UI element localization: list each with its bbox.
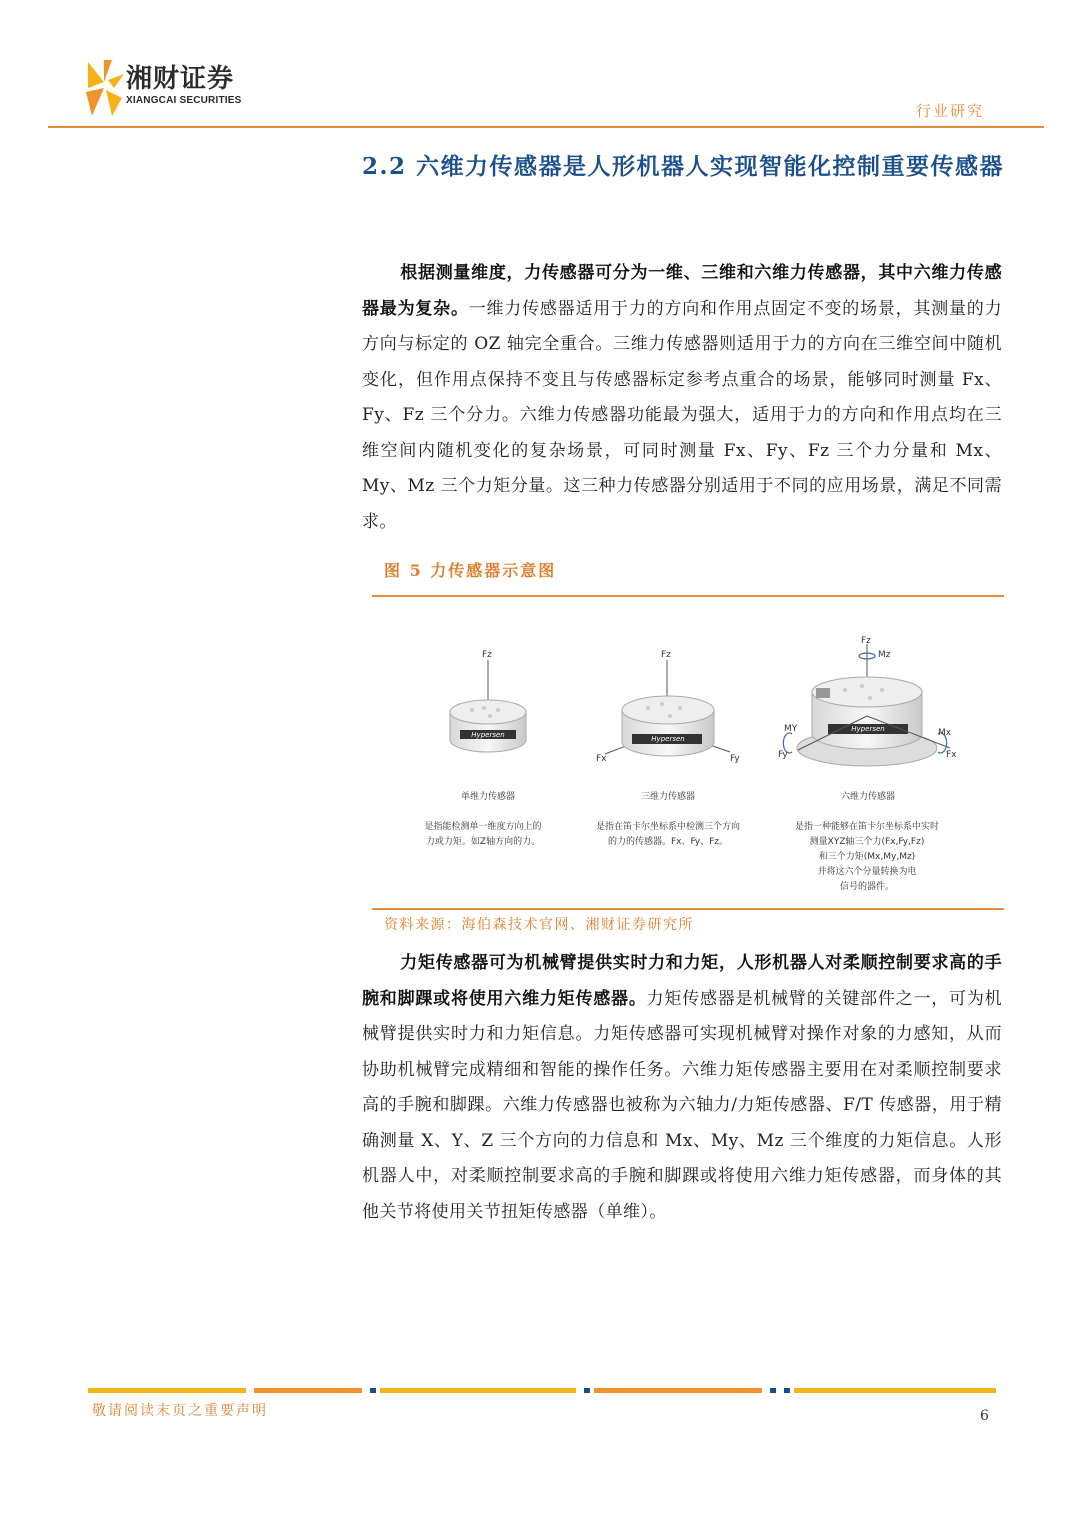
brand-label: Hypersen <box>471 731 505 739</box>
paragraph-body: 一维力传感器适用于力的方向和作用点固定不变的场景，其测量的力方向与标定的 OZ 轴完全重合。三维力传感器则适用于力的方向在三维空间中随机变化，但作用点保持不变且与传感器标定参考点重合的场景，能够同时测量 Fx、Fy、Fz 三个分力。六维力传感器功能最为强大，适用于力的方向和作用点均在三维空间内随机变化的复杂场景，可同时测量 Fx、Fy、Fz 三个力分量和 Mx、My、Mz 三个力矩分量。这三种力传感器分别适用于不同的应用场景，满足不同需求。 <box>362 298 1002 532</box>
axis-label: Fx <box>946 750 957 760</box>
sensor-description: 是指一种能够在笛卡尔坐标系中实时 测量XYZ轴三个力(Fx,Fy,Fz) 和三个力矩(Mx,My,Mz) 并将这六个分量转换为电 信号的器件。 <box>794 822 939 892</box>
footer-divider <box>88 1388 996 1394</box>
axis-label: Fz <box>661 650 671 660</box>
xiangcai-logo-icon <box>82 58 124 118</box>
axis-label: Fz <box>482 650 492 660</box>
axis-label: Mz <box>878 650 891 660</box>
brand-label: Hypersen <box>651 735 685 743</box>
footer-disclaimer: 敬请阅读末页之重要声明 <box>92 1403 268 1419</box>
paragraph-torque-sensor <box>362 946 1002 1230</box>
paragraph-body: 力矩传感器是机械臂的关键部件之一，可为机械臂提供实时力和力矩信息。力矩传感器可实现机械臂对操作对象的力感知，从而协助机械臂完成精细和智能的操作任务。六维力矩传感器主要用在对柔顺控制要求高的手腕和脚踝。六维力传感器也被称为六轴力/力矩传感器、F/T 传感器，用于精确测量 X、Y、Z 三个方向的力信息和 Mx、My、Mz 三个维度的力矩信息。人形机器人中，对柔顺控制要求高的手腕和脚踝或将使用六维力矩传感器，而身体的其他关节将使用关节扭矩传感器（单维）。 <box>362 988 1003 1222</box>
logo-text-cn: 湘财证券 <box>126 64 235 94</box>
page-number: 6 <box>980 1408 989 1424</box>
axis-label: Fx <box>596 754 607 764</box>
axis-label: Fy <box>778 750 788 760</box>
paragraph-lead-bold: 根据测量维度，力传感器可分为一维、三维和六维力传感器，其中六维力传感器最为复杂。 <box>362 263 1002 319</box>
header-divider <box>48 126 1044 128</box>
figure-source: 资料来源：海伯森技术官网、湘财证券研究所 <box>384 917 694 933</box>
axis-label: Fy <box>730 754 740 764</box>
six-axis-sensor-icon <box>783 644 950 766</box>
brand-label: Hypersen <box>851 725 885 733</box>
axis-label: MY <box>784 724 798 734</box>
logo-text-en: XIANGCAI SECURITIES <box>126 95 242 106</box>
figure-top-rule <box>372 595 1004 597</box>
axis-label: Mx <box>938 728 952 738</box>
sensor-description: 是指在笛卡尔坐标系中检测三个方向 的力的传感器。Fx、Fy、Fz。 <box>595 822 740 847</box>
sensor-name: 单维力传感器 <box>460 792 515 802</box>
sensor-name: 六维力传感器 <box>840 792 895 802</box>
paragraph-lead-bold: 力矩传感器可为机械臂提供实时力和力矩，人形机器人对柔顺控制要求高的手腕和脚踝或将使用六维力矩传感器。 <box>362 953 1002 1009</box>
axis-label: Fz <box>861 636 871 646</box>
force-sensor-figure <box>400 630 980 900</box>
paragraph-force-sensor-types <box>362 256 1002 540</box>
sensor-name: 三维力传感器 <box>640 792 695 802</box>
report-category: 行业研究 <box>915 102 984 120</box>
sensor-description: 是指能检测单一维度方向上的 力或力矩。如Z轴方向的力。 <box>424 822 542 847</box>
section-heading: 2.2 六维力传感器是人形机器人实现智能化控制重要传感器 <box>362 153 1005 180</box>
figure-title: 图 5 力传感器示意图 <box>384 561 557 580</box>
figure-bottom-rule <box>372 908 1004 910</box>
